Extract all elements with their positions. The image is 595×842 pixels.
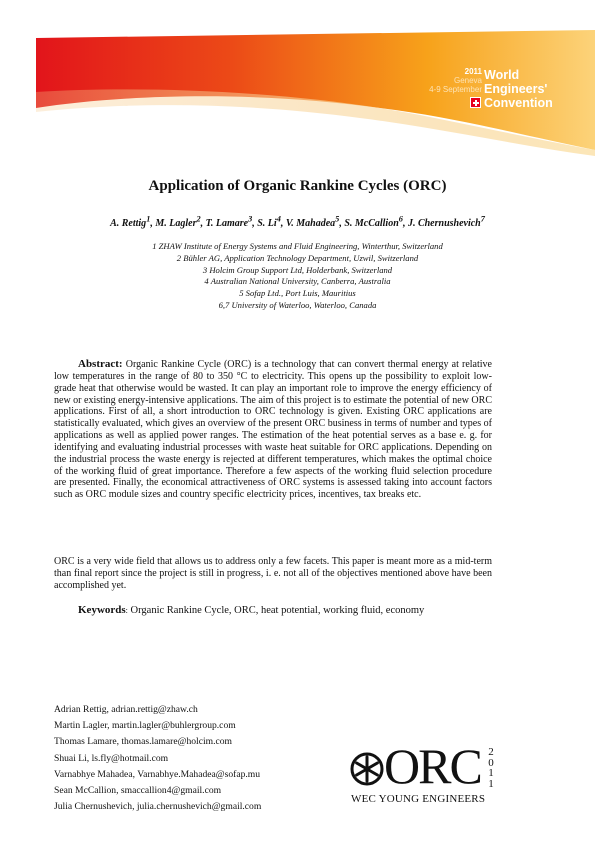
author-list <box>0 215 595 229</box>
author: V. Mahadea$^5$, <box>285 215 345 230</box>
abstract-text: Organic Rankine Cycle (ORC) is a technology that can convert thermal energy at relative low temperatures in the range of 80 to 350 °C to electricity. This opens up the possibility to exploit low-grade heat that otherwise would be wasted. It can play an important role to improve the energy efficiency of new or existing energy-intensive applications. The aim of this project is to estimate the potential of new ORC applications. First of all, a short introduction to ORC technology is given. Existing ORC applications are statistically evaluated, which gives an overview of the present ORC business in terms of number and types of applications as well as applied power ranges. The estimation of the heat potential serves as a base e. g. for identifying and evaluating industrial processes with waste heat suitable for ORC applications. Depending on the industrial process the waste energy is rejected at different temperatures, which makes the optimal choice of the working fluid of great importance. Therefore a few aspects of the working fluid selection procedure are presented. Finally, the economical attractiveness of ORC systems is assessed taking into account factors such as ORC module sizes and country specific electricity prices, incentives, tax breaks etc. <box>54 359 492 501</box>
affiliation: 2 Bühler AG, Application Technology Department, Uzwil, Switzerland <box>176 252 419 263</box>
author: A. Rettig$^1$, <box>110 215 156 230</box>
contact-entry: Sean McCallion, smaccallion4@gmail.com <box>54 785 222 797</box>
convention-city: Geneva <box>453 76 482 85</box>
author: T. Lamare$^3$, <box>205 215 258 230</box>
keywords-label: Keywords <box>78 604 126 616</box>
wec-young-engineers-logo <box>350 738 500 817</box>
logo-orc-text: ORC <box>384 738 481 794</box>
contact-entry: Thomas Lamare, thomas.lamare@holcim.com <box>54 736 232 748</box>
contact-entry: Martin Lagler, martin.lagler@buhlergroup.com <box>54 720 236 732</box>
convention-line: Convention <box>484 96 553 110</box>
convention-date-range: 4-9 September <box>429 85 482 94</box>
affiliation-list <box>0 241 595 312</box>
convention-line: World <box>484 68 520 82</box>
convention-mark <box>420 60 590 120</box>
keywords-text: Organic Rankine Cycle, ORC, heat potential, working fluid, economy <box>130 605 425 616</box>
scope-paragraph: ORC is a very wide field that allows us to address only a few facets. This paper is meant more as a mid-term than final report since the project is still in progress, i. e. not all of the objectives mentioned above have been accomplished yet. <box>54 556 492 591</box>
swiss-flag-icon <box>470 97 481 108</box>
contact-list <box>54 702 261 815</box>
affiliation: 3 Holcim Group Support Ltd, Holderbank, Switzerland <box>202 264 393 275</box>
convention-dates <box>420 67 482 94</box>
contact-entry: Adrian Rettig, adrian.rettig@zhaw.ch <box>54 704 198 715</box>
turbine-wheel-icon <box>350 747 386 791</box>
keywords-separator: : <box>125 606 128 615</box>
logo-subtitle: WEC YOUNG ENGINEERS <box>351 793 486 805</box>
paper-title: Application of Organic Rankine Cycles (ORC) <box>148 178 447 194</box>
affiliation: 5 Sofap Ltd., Port Luis, Mauritius <box>239 288 356 299</box>
contact-entry: Varnabhye Mahadea, Varnabhye.Mahadea@sofap.mu <box>54 768 261 780</box>
contact-entry: Shuai Li, ls.fly@hotmail.com <box>54 752 169 764</box>
affiliation: 6,7 University of Waterloo, Waterloo, Canada <box>218 299 377 310</box>
convention-year: 2011 <box>464 67 482 76</box>
author: S. Li$^4$, <box>257 215 286 230</box>
author: J. Chernushevich$^7$ <box>407 215 485 230</box>
abstract-label: Abstract: <box>78 358 123 370</box>
conference-banner <box>0 0 595 160</box>
logo-year: 2 0 1 1 <box>488 746 494 790</box>
contact-entry: Julia Chernushevich, julia.chernushevich@gmail.com <box>54 801 262 813</box>
abstract <box>54 359 492 501</box>
author: M. Lagler$^2$, <box>155 215 206 230</box>
affiliation: 1 ZHAW Institute of Energy Systems and Fluid Engineering, Winterthur, Switzerland <box>152 241 443 251</box>
keywords <box>78 604 424 616</box>
convention-name <box>484 68 553 110</box>
author: S. McCallion$^6$, <box>344 215 408 230</box>
convention-line: Engineers' <box>484 82 548 96</box>
affiliation: 4 Australian National University, Canberra, Australia <box>204 276 391 287</box>
